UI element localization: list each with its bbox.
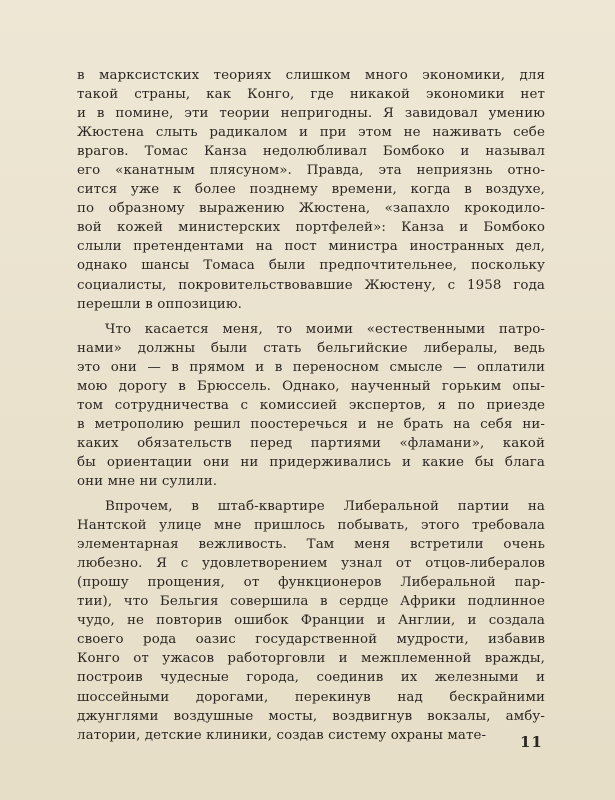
text-line: чудо, не повторив ошибок Франции и Англии, и создала [77,613,545,629]
text-line: нами» должны были стать бельгийские либералы, ведь [77,340,545,356]
text-line: мою дорогу в Брюссель. Однако, наученный горьким опы- [77,378,545,394]
paragraph [77,320,545,491]
text-line: такой страны, как Конго, где никакой экономики нет [77,87,545,103]
paragraph [77,497,545,745]
body-text [77,66,545,745]
text-line: слыли претендентами на пост министра иностранных дел, [77,239,545,255]
text-line: тии), что Бельгия совершила в сердце Африки подлинное [77,594,545,610]
text-line: Жюстена слыть радикалом и при этом не наживать себе [77,125,545,141]
text-line: (прошу прощения, от функционеров Либеральной пар- [77,575,545,591]
text-line: и в помине, эти теории непригодны. Я завидовал умению [77,106,545,122]
text-line: бы ориентации они ни придерживались и какие бы блага [77,454,545,470]
text-line: Конго от ужасов работорговли и межплеменной вражды, [77,651,545,667]
text-line: своего рода оазис государственной мудрости, избавив [77,632,545,648]
text-line: по образному выражению Жюстена, «запахло крокодило- [77,201,545,217]
text-line: перешли в оппозицию. [77,296,242,312]
text-line: Впрочем, в штаб-квартире Либеральной партии на [105,499,545,515]
paragraph [77,66,545,314]
text-line: врагов. Томас Канза недолюбливал Бомбоко и называл [77,144,545,160]
text-line: в метрополию решил поостеречься и не брать на себя ни- [77,416,545,432]
text-line: однако шансы Томаса были предпочтительнее, поскольку [77,258,545,274]
text-line: построив чудесные города, соединив их железными и [77,670,545,686]
text-line: вой кожей министерских портфелей»: Канза и Бомбоко [77,220,545,236]
text-line: Нантской улице мне пришлось побывать, этого требовала [77,518,545,534]
text-line: Что касается меня, то моими «естественными патро- [105,321,545,337]
text-line: шоссейными дорогами, перекинув над бескрайними [77,689,545,705]
text-line: его «канатным плясуном». Правда, эта неприязнь отно- [77,163,545,179]
text-line: любезно. Я с удовлетворением узнал от отцов-либералов [77,556,545,572]
text-line: джунглями воздушные мосты, воздвигнув вокзалы, амбу- [77,708,545,724]
text-line: это они — в прямом и в переносном смысле — оплатили [77,359,545,375]
text-line: латории, детские клиники, создав систему охраны мате- [77,727,487,743]
text-line: элементарная вежливость. Там меня встретили очень [77,537,545,553]
page-number: 11 [520,733,543,751]
text-line: том сотрудничества с комиссией экспертов, я по приезде [77,397,545,413]
text-line: в марксистских теориях слишком много экономики, для [77,68,545,83]
text-line: сится уже к более позднему времени, когда в воздухе, [77,182,545,198]
text-line: они мне ни сулили. [77,473,218,489]
text-line: социалисты, покровительствовавшие Жюстену, с 1958 года [77,277,545,293]
text-line: каких обязательств перед партиями «фламани», какой [77,435,545,451]
